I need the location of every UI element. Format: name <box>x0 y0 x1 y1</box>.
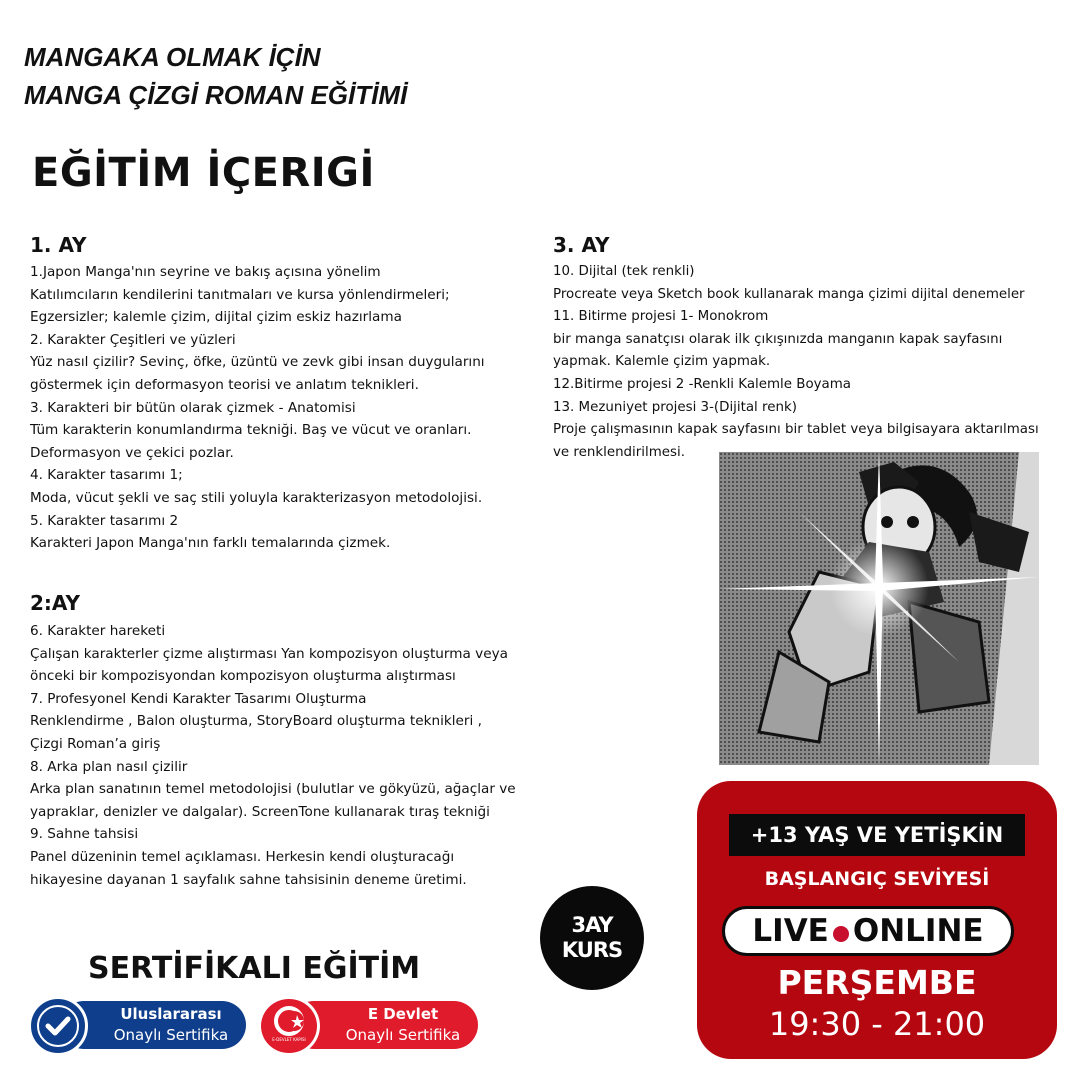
badge-2-line-1: E Devlet <box>367 1005 439 1023</box>
time-label: 19:30 - 21:00 <box>768 1005 986 1043</box>
duration-badge <box>540 886 644 990</box>
e-devlet-logo-icon <box>258 996 320 1056</box>
live-dot-icon <box>833 926 849 942</box>
certificate-title: SERTİFİKALI EĞİTİM <box>88 951 421 986</box>
month-3-line: 12.Bitirme projesi 2 -Renkli Kalemle Boyama <box>553 376 852 392</box>
month-1-content <box>30 261 485 555</box>
month-3-line: Proje çalışmasının kapak sayfasını bir tablet veya bilgisayara aktarılması <box>553 422 1039 438</box>
month-1-line: Tüm karakterin konumlandırma tekniği. Baş ve vücut ve oranları. <box>30 422 472 439</box>
month-2-line: Çizgi Roman’a giriş <box>30 735 161 752</box>
month-1-line: Deformasyon ve çekici pozlar. <box>30 444 234 461</box>
month-3-line: 13. Mezuniyet projesi 3-(Dijital renk) <box>553 399 797 415</box>
month-3-content <box>553 261 1039 464</box>
month-1-line: Karakteri Japon Manga'nın farklı temalarında çizmek. <box>30 535 391 552</box>
manga-illustration <box>719 452 1039 765</box>
manga-illustration-art <box>719 452 1039 765</box>
month-3-line: bir manga sanatçısı olarak ilk çıkışınızda manganın kapak sayfasını <box>553 331 1003 347</box>
badge-1-line-1: Uluslararası <box>120 1005 222 1023</box>
month-2-line: 8. Arka plan nasıl çizilir <box>30 758 188 775</box>
month-3-line: yapmak. Kalemle çizim yapmak. <box>553 354 771 370</box>
month-3-line: 10. Dijital (tek renkli) <box>553 264 695 279</box>
level-label: BAŞLANGIÇ SEVİYESİ <box>764 868 990 890</box>
international-certificate-text <box>96 1004 246 1046</box>
month-2-line: Renklendirme , Balon oluşturma, StoryBoard oluşturma teknikleri , <box>30 713 482 730</box>
month-2-line: 6. Karakter hareketi <box>30 623 166 639</box>
duration-badge-line-1: 3AY <box>571 913 613 937</box>
month-2-line: Arka plan sanatının temel metodolojisi (bulutlar ve gökyüzü, ağaçlar ve <box>30 781 516 798</box>
edevlet-certificate-text <box>328 1004 478 1046</box>
month-2-line: yapraklar, denizler ve dalgalar). ScreenTone kullanarak tıraş tekniği <box>30 803 490 820</box>
badge-1-line-2: Onaylı Sertifika <box>113 1026 229 1044</box>
checkmark-icon <box>28 996 88 1056</box>
month-1-line: 4. Karakter tasarımı 1; <box>30 467 183 484</box>
badge-2-line-2: Onaylı Sertifika <box>345 1026 461 1044</box>
month-1-line: 1.Japon Manga'nın seyrine ve bakış açısına yönelim <box>30 264 381 280</box>
day-label: PERŞEMBE <box>777 963 977 1002</box>
live-label: LIVE <box>752 913 829 949</box>
month-1-line: göstermek için deformasyon teorisi ve anlatım teknikleri. <box>30 376 419 393</box>
month-1-line: Katılımcıların kendilerini tanıtmaları ve kursa yönlendirmeleri; <box>30 286 450 303</box>
month-2-line: önceki bir kompozisyondan kompozisyon oluşturma alıştırması <box>30 668 456 685</box>
duration-badge-line-2: KURS <box>561 938 623 962</box>
page-title: EĞİTİM İÇERIGİ <box>32 150 375 196</box>
month-3-line: Procreate veya Sketch book kullanarak manga çizimi dijital denemeler <box>553 286 1025 302</box>
month-2-title: 2:AY <box>30 591 80 615</box>
month-3-title: 3. AY <box>553 233 610 257</box>
month-2-content <box>30 620 516 891</box>
month-2-line: Panel düzeninin temel açıklaması. Herkesin kendi oluşturacağı <box>30 848 455 865</box>
month-2-line: Çalışan karakterler çizme alıştırması Yan kompozisyon oluşturma veya <box>30 645 508 662</box>
month-1-title: 1. AY <box>30 233 87 257</box>
header-line-2: MANGA ÇİZGİ ROMAN EĞİTİMİ <box>24 80 408 110</box>
live-online-pill <box>722 906 1014 956</box>
month-1-line: 2. Karakter Çeşitleri ve yüzleri <box>30 331 236 348</box>
month-2-line: 7. Profesyonel Kendi Karakter Tasarımı Oluşturma <box>30 690 367 707</box>
month-1-line: 3. Karakteri bir bütün olarak çizmek - Anatomisi <box>30 399 356 416</box>
month-2-line: hikayesine dayanan 1 sayfalık sahne tahsisinin deneme üretimi. <box>30 871 467 888</box>
month-1-line: Yüz nasıl çizilir? Sevinç, öfke, üzüntü ve zevk gibi insan duygularını <box>30 354 485 371</box>
e-devlet-logo-caption: E-DEVLET KAPISI <box>272 1037 306 1042</box>
month-1-line: Moda, vücut şekli ve saç stili yoluyla karakterizasyon metodolojisi. <box>30 489 483 506</box>
online-label: ONLINE <box>852 913 984 949</box>
month-2-line: 9. Sahne tahsisi <box>30 826 139 843</box>
month-1-line: 5. Karakter tasarımı 2 <box>30 512 179 529</box>
header-line-1: MANGAKA OLMAK İÇİN <box>24 42 321 72</box>
month-3-line: 11. Bitirme projesi 1- Monokrom <box>553 309 769 325</box>
month-1-line: Egzersizler; kalemle çizim, dijital çizim eskiz hazırlama <box>30 309 402 326</box>
month-3-line: ve renklendirilmesi. <box>553 444 685 460</box>
age-label: +13 YAŞ VE YETİŞKİN <box>729 814 1025 856</box>
